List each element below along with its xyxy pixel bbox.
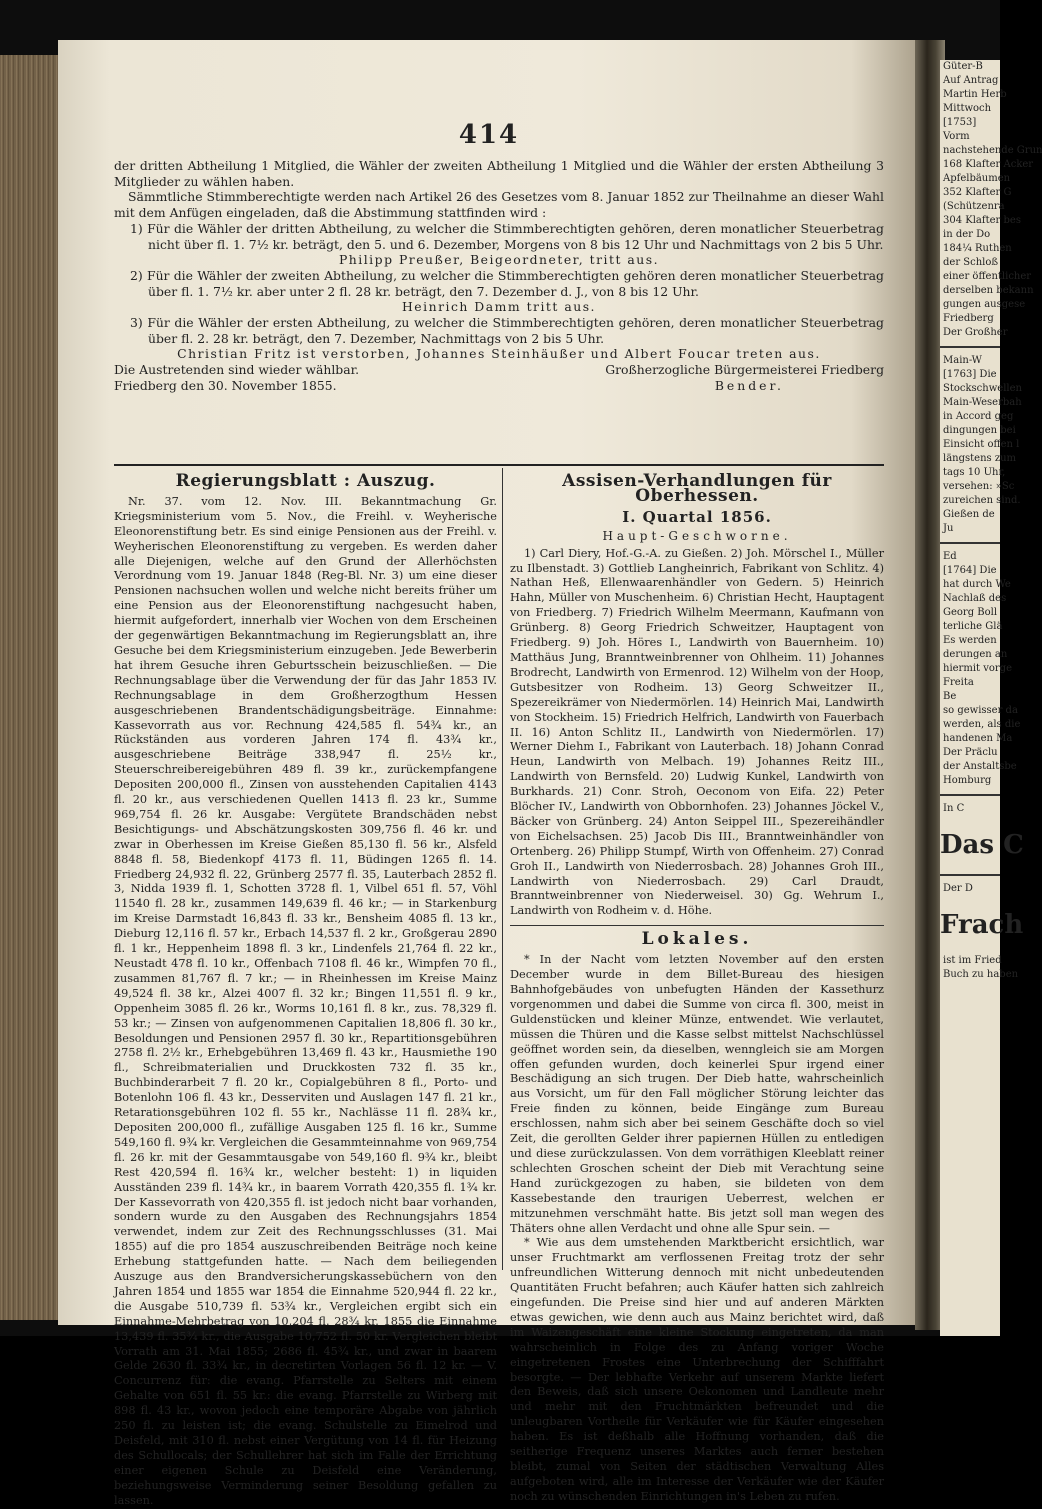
fragment: In C (943, 803, 965, 814)
fragment: Freita (943, 677, 974, 688)
jurors-label: Haupt-Geschworne. (602, 528, 792, 543)
fragment: so gewisser da (943, 705, 1018, 716)
fragment-large: Das C (940, 830, 1024, 860)
signer: Bender. (714, 377, 784, 393)
fragment: Mittwoch (943, 103, 992, 114)
fragment-large: Frach (940, 910, 1024, 940)
item-2: 2) Für die Wähler der zweiten Abtheilung, zu welcher die Stimmberechtigten gehören deren monatlicher Steuerbetrag über fl. 1. 7½ kr. aber unter 2 fl. 28 kr. beträgt, den 7. Dezember d. J., von 8 bis 12 Uhr. (130, 267, 884, 299)
fragment: handenen Ma (943, 733, 1013, 744)
section-divider (114, 464, 884, 466)
closing-row (114, 362, 884, 378)
item-2-name: Heinrich Damm tritt aus. (401, 299, 596, 315)
fragment: Einsicht offen l (943, 439, 1020, 450)
rule (940, 542, 1000, 544)
item-3-name: Christian Fritz ist verstorben, Johannes Steinhäußer und Albert Foucar treten aus. (177, 346, 821, 362)
column-divider (502, 468, 503, 1270)
jurors-list: 1) Carl Diery, Hof.-G.-A. zu Gießen. 2) Joh. Mörschel I., Müller zu Ilbenstadt. 3) Gottlieb Langheinrich, Fabrikant von Schlitz. 4) Nathan Heß, Ellenwaarenhändler von Gedern. 5) Heinrich Hahn, Müller von Muschenheim. 6) Christian Hecht, Hauptagent von Friedberg. 7) Friedrich Wilhelm Meermann, Kaufmann von Grünberg. 8) Georg Friedrich Schweitzer, Hauptagent von Friedberg. 9) Joh. Höres I., Landwirth von Bauernheim. 10) Matthäus Jung, Branntweinbrenner von Ohlheim. 11) Johannes Brodrecht, Landwirth von Ermenrod. 12) Wilhelm von der Hoop, Gutsbesitzer von Rodheim. 13) Georg Schweitzer II., Spezereikrämer von Niedermörlen. 14) Heinrich Mai, Landwirth von Stockheim. 15) Friedrich Helfrich, Landwirth von Fauerbach II. 16) Anton Schlitz II., Landwirth von Niedermörlen. 17) Werner Diehm I., Fabrikant von Lauterbach. 18) Johann Conrad Heun, Landwirth von Melbach. 19) Johannes Reitz III., Landwirth von Bernsfeld. 20) Ludwig Kunkel, Landwirth von Burkhards. 21) Conr. Stroh, Oeconom von Eifa. 22) Peter Blöcher IV., Landwirth von Obbornhofen. 23) Johannes Jöckel V., Bäcker von Grünberg. 24) Anton Seippel III., Spezereihändler von Eichelsachsen. 25) Jacob Dis III., Branntweinhändler von Ortenberg. 26) Philipp Stumpf, Wirth von Offenheim. 27) Conrad Groh II., Landwirth von Niederrosbach. 28) Johannes Groh III., Landwirth von Niederrosbach. 29) Carl Draudt, Branntweinbrenner von Niederweisel. 30) Gg. Wehrum I., Landwirth von Rodheim v. d. Höhe. (510, 546, 884, 918)
fragment: in Accord geg (943, 411, 1014, 422)
quartal-heading: I. Quartal 1856. (622, 507, 772, 526)
item-3: 3) Für die Wähler der ersten Abtheilung, zu welcher die Stimmberechtigten gehören, deren monatlicher Steuerbetrag über fl. 2. 28 kr. beträgt, den 7. Dezember, Nachmittags von 2 bis 5 Uhr. (130, 315, 884, 346)
lokales-heading: Lokales. (641, 929, 753, 950)
fragment: einer öffentlicher (943, 271, 1032, 282)
fragment: Gießen de (943, 509, 995, 520)
fragment: Buch zu haben (943, 969, 1019, 980)
fragment: Ju (943, 523, 954, 534)
fragment: Vorm (943, 131, 970, 142)
election-notice (114, 158, 884, 394)
fragment: Be (943, 691, 957, 702)
fragment: gungen ausgese (943, 299, 1026, 310)
fragment: Friedberg (943, 313, 994, 324)
rule (940, 346, 1000, 348)
date-row (114, 378, 884, 394)
fragment: Der Präclu (943, 747, 998, 758)
book-page (58, 40, 920, 1507)
left-column (114, 470, 497, 1509)
fragment: nachstehende Grun (943, 145, 1042, 156)
date-line: Friedberg den 30. November 1855. (114, 377, 337, 393)
closing-left: Die Austretenden sind wieder wählbar. (114, 362, 360, 378)
fragment: 304 Klafter bes (943, 215, 1021, 226)
lokales-paragraph-2: * Wie aus dem umstehenden Marktbericht ersichtlich, war unser Fruchtmarkt am verflossenen Freitag trotz der sehr unfreundlichen Witterung dennoch mit nicht unbedeutenden Quantitäten Frucht befahren; auch Käufer hatten sich zahlreich eingefunden. Die Preise sind hier und auf anderen Märkten etwas gewichen, wie denn auch aus Mainz berichtet wird, daß im Waizengeschäft eine kleine Stockung eingetreten, da man wahrscheinlich in Folge des zu Anfang voriger Woche eingetretenen Frostes eine Unterbrechung der Schifffahrt besorgte. — Der lebhafte Verkehr auf unserem Markte liefert den Beweis, daß sich unsere Oekonomen und Landleute mehr und mehr mit den Fruchtmärkten befreundet und die unleugbaren Vortheile für Verkäufer wie für Käufer eingesehen haben. Es ist deßhalb alle Hoffnung vorhanden, daß die seitherige Frequenz unseres Marktes auch ferner bestehen bleibt, zumal von Seiten der städtischen Verwaltung Alles aufgeboten wird, alle im Interesse der Verkäufer wie der Käufer noch zu wünschenden Einrichtungen in's Leben zu rufen. (510, 1236, 884, 1503)
item-1: 1) Für die Wähler der dritten Abtheilung, zu welcher die Stimmberechtigten gehören, deren monatlicher Steuerbetrag nicht über fl. 1. 7½ kr. beträgt, den 5. und 6. Dezember, Morgens von 8 bis 12 Uhr und Nachmittags von 2 bis 5 Uhr. (130, 220, 884, 252)
fragment: Nachlaß des (943, 593, 1007, 604)
fragment: [1764] Die (943, 565, 997, 576)
fragment: derungen an (943, 649, 1008, 660)
fragment: dingungen bei (943, 425, 1016, 436)
fragment: ist im Fried (943, 955, 1002, 966)
fragment: 352 Klafter G (943, 187, 1012, 198)
fragment: Auf Antrag (943, 75, 999, 86)
right-column (510, 470, 884, 1505)
book-page-edges (0, 55, 60, 1320)
regierungsblatt-heading: Regierungsblatt : Auszug. (175, 471, 436, 491)
fragment: Stockschwellen (943, 383, 1022, 394)
fragment: hat durch We (943, 579, 1011, 590)
fragment: (Schützenra (943, 201, 1005, 212)
rule (940, 874, 1000, 876)
fragment: Martin Herb (943, 89, 1007, 100)
fragment: 184¼ Ruthen (943, 243, 1012, 254)
fragment: zureichen sind. (943, 495, 1021, 506)
fragment: Es werden (943, 635, 997, 646)
fragment: Georg Boll (943, 607, 998, 618)
fragment: Ed (943, 551, 957, 562)
fragment: tags 10 Uhr, (943, 467, 1006, 478)
lokales-paragraph-1: * In der Nacht vom letzten November auf den ersten December wurde in dem Billet-Bureau des hiesigen Bahnhofgebäudes von unbefugten Händen der Kassethurz vorgenommen und dabei die Summe von circa fl. 300, meist in Guldenstücken und kleiner Münze, entwendet. Wie verlautet, müssen die Thüren und die Kasse selbst mittelst Nachschlüssel geöffnet worden sein, da dieselben, wenngleich sie am Morgen offen gefunden wurden, doch keinerlei Spur irgend einer Beschädigung an sich trugen. Der Dieb hatte, wahrscheinlich aus Vorsicht, um für den Fall möglicher Störung leichter das Freie finden zu können, beide Eingänge zum Bureau erschlossen, nahm sich aber bei seinem Geschäfte doch so viel Zeit, die gerollten Gelder ihrer papiernen Hüllen zu entledigen und diese zurückzulassen. Von dem vorräthigen Kleeblatt reiner schlechten Groschen scheint der Dieb mit Verachtung seine Hand zurückgezogen zu haben, sie bildeten von dem Kassebestande den traurigen Ueberrest, welchen er mitzunehmen verschmäht hatte. Bis jetzt soll man wegen des Thäters ohne allen Verdacht und ohne alle Spur sein. — (510, 953, 884, 1235)
fragment: Main-Weserbah (943, 397, 1022, 408)
fragment: Güter-B (943, 61, 983, 72)
rule (510, 925, 884, 926)
fragment: in der Do (943, 229, 991, 240)
fragment: werden, als die (943, 719, 1021, 730)
fragment: terliche Glä (943, 621, 1003, 632)
page-number: 414 (458, 120, 520, 150)
fragment: Apfelbäumen (943, 173, 1011, 184)
notice-text: Sämmtliche Stimmberechtigte werden nach Artikel 26 des Gesetzes vom 8. Januar 1852 zur Theilnahme an dieser Wahl mit dem Anfügen eingeladen, daß die Abstimmung stattfinden wird : (114, 189, 884, 221)
facing-page-edge (940, 60, 1042, 1336)
rule (940, 794, 1000, 796)
fragment: [1753] (943, 117, 977, 128)
fragment: der Schloß (943, 257, 999, 268)
fragment: Der D (943, 883, 973, 894)
fragment: Der Großher (943, 327, 1008, 338)
fragment: hiermit vorge (943, 663, 1012, 674)
fragment: Homburg (943, 775, 992, 786)
fragment: längstens zum (943, 453, 1017, 464)
intro-text: der dritten Abtheilung 1 Mitglied, die Wähler der zweiten Abtheilung 1 Mitglied und die Wähler der ersten Abtheilung 3 Mitglieder zu wählen haben. (114, 158, 884, 189)
regierungsblatt-body: Nr. 37. vom 12. Nov. III. Bekanntmachung Gr. Kriegsministerium vom 5. Nov., die Freihl. v. Weyherische Eleonorenstiftung betr. Es sind einige Pensionen aus der Freihl. v. Weyherischen Eleonorenstiftung zu vergeben. Es werden daher alle Diejenigen, welche auf den Grund der Allerhöchsten Verordnung vom 19. Januar 1848 (Reg-Bl. Nr. 3) um eine dieser Pensionen nachsuchen wollen und welche nicht bereits früher um eine Pension aus der Eleonorenstiftung nachgesucht haben, hiermit aufgefordert, innerhalb vier Wochen von dem Erscheinen der gegenwärtigen Bekanntmachung im Regierungsblatt an, ihre Gesuche bei dem Kriegsministerium einzugeben. Jede Bewerberin hat ihrem Gesuche ihren Geburtsschein beizuschließen. — Die Rechnungsablage über die Verwendung der für das Jahr 1853 IV. Rechnungsablage in dem Großherzogthum Hessen ausgeschriebenen Brandentschädigungsbeiträge. Einnahme: Kassevorrath aus vor. Rechnung 424,585 fl. 54¾ kr., an Rückständen aus vorderen Jahren 174 fl. 43¾ kr., ausgeschriebene Beiträge 338,947 fl. 25½ kr., Steuerschreibereigebühren 489 fl. 39 kr., zurückempfangene Depositen 200,000 fl., Zinsen von ausstehenden Capitalien 4143 fl. 20 kr., aus verschiedenen Quellen 1413 fl. 23 kr., Summe 969,754 fl. 26 kr. Ausgabe: Vergütete Brandschäden nebst Besichtigungs- und Abschätzungskosten 309,756 fl. 46 kr. und zwar in Oberhessen im Kreise Gießen 85,130 fl. 56 kr., Alsfeld 8848 fl. 58, Biedenkopf 4173 fl. 11, Büdingen 1265 fl. 14. Friedberg 24,932 fl. 22, Grünberg 2577 fl. 35, Lauterbach 2852 fl. 3, Nidda 1939 fl. 1, Schotten 3728 fl. 1, Vilbel 651 fl. 57, Vöhl 11540 fl. 28 kr., zusammen 149,639 fl. 46 kr.; — in Starkenburg im Kreise Darmstadt 16,843 fl. 33 kr., Bensheim 4085 fl. 13 kr., Dieburg 12,116 fl. 57 kr., Erbach 14,537 fl. 2 kr., Großgerau 2890 fl. 1 kr., Heppenheim 1898 fl. 3 kr., Lindenfels 21,764 fl. 22 kr., Neustadt 478 fl. 10 kr., Offenbach 7108 fl. 46 kr., Wimpfen 70 fl., zusammen 81,767 fl. 7 kr.; — in Rheinhessen im Kreise Mainz 49,524 fl. 38 kr., Alzei 4007 fl. 32 kr.; Bingen 11,551 fl. 9 kr., Oppenheim 3085 fl. 26 kr., Worms 10,161 fl. 8 kr., zus. 78,329 fl. 53 kr.; — Zinsen von aufgenommenen Capitalien 18,806 fl. 30 kr., Besoldungen und Pensionen 2957 fl. 30 kr., Repartitionsgebühren 2758 fl. 2½ kr., Erhebgebühren 13,469 fl. 43 kr., Hausmiethe 190 fl., Schreibmaterialien und Druckkosten 732 fl. 35 kr., Buchbinderarbeit 7 fl. 20 kr., Copialgebühren 8 fl., Porto- und Botenlohn 106 fl. 43 kr., Desserviten und Auslagen 147 fl. 21 kr., Retarationsgebühren 102 fl. 55 kr., Nachlässe 11 fl. 28¾ kr., Depositen 200,000 fl., zufällige Ausgaben 125 fl. 16 kr., Summe 549,160 fl. 9¾ kr. Vergleichen die Gesammteinnahme von 969,754 fl. 26 kr. mit der Gesammtausgabe von 549,160 fl. 9¾ kr., bleibt Rest 420,594 fl. 16¾ kr., welcher besteht: 1) in liquiden Ausständen 239 fl. 14¾ kr., in baarem Vorrath 420,355 fl. 1¾ kr. Der Kassevorrath von 420,355 fl. ist jedoch nicht baar vorhanden, sondern wurde zu den Ausgaben des Rechnungsjahrs 1854 verwendet, indem zur Zeit des Rechnungsschlusses (31. Mai 1855) auf die pro 1854 auszuschreibenden Beiträge noch keine Erhebung stattgefunden hatte. — Nach dem beiliegenden Auszuge aus den Brandversicherungskassebüchern von den Jahren 1854 und 1855 war 1854 die Einnahme 520,944 fl. 22 kr., die Ausgabe 510,739 fl. 53¾ kr., Vergleichen ergibt sich ein Einnahme-Mehrbetrag von 10,204 fl. 28¾ kr. 1855 die Einnahme 13,439 fl. 35¾ kr., die Ausgabe 10,752 fl. 50 kr. Vergleichen bleibt Vorrath am 31. Mai 1855; 2686 fl. 45¾ kr., und zwar in baarem Gelde 2630 fl. 33¾ kr., in decretirten Vorlagen 56 fl. 12 kr. — V. Concurrenz für: die evang. Pfarrstelle zu Selters mit einem Gehalte von 651 fl. 55 kr.: die evang. Pfarrstelle zu Wirberg mit 898 fl. 43 kr., wovon jedoch eine temporäre Abgabe von jährlich 250 fl. zu leisten ist; die evang. Schulstelle zu Eimelrod und Deisfeld, mit 310 fl. nebst einer Vergütung von 14 fl. für Heizung des Schullocals; der Schullehrer hat sich im Falle der Errichtung einer eigenen Schule zu Deisfeld eine Veränderung, beziehungsweise Verminderung seiner Besoldung gefallen zu lassen. (114, 494, 497, 1507)
assisen-heading: Assisen-Verhandlungen für Oberhessen. (562, 471, 832, 506)
fragment: versehen: »Sc (943, 481, 1015, 492)
fragment: 168 Klafter Acker (943, 159, 1034, 170)
fragment: derselben bekann (943, 285, 1034, 296)
authority-name: Großherzogliche Bürgermeisterei Friedberg (605, 362, 884, 378)
fragment: [1763] Die (943, 369, 997, 380)
fragment: Main-W (943, 355, 982, 366)
fragment: der Anstaltsbe (943, 761, 1017, 772)
item-1-name: Philipp Preußer, Beigeordneter, tritt aus. (338, 252, 660, 268)
